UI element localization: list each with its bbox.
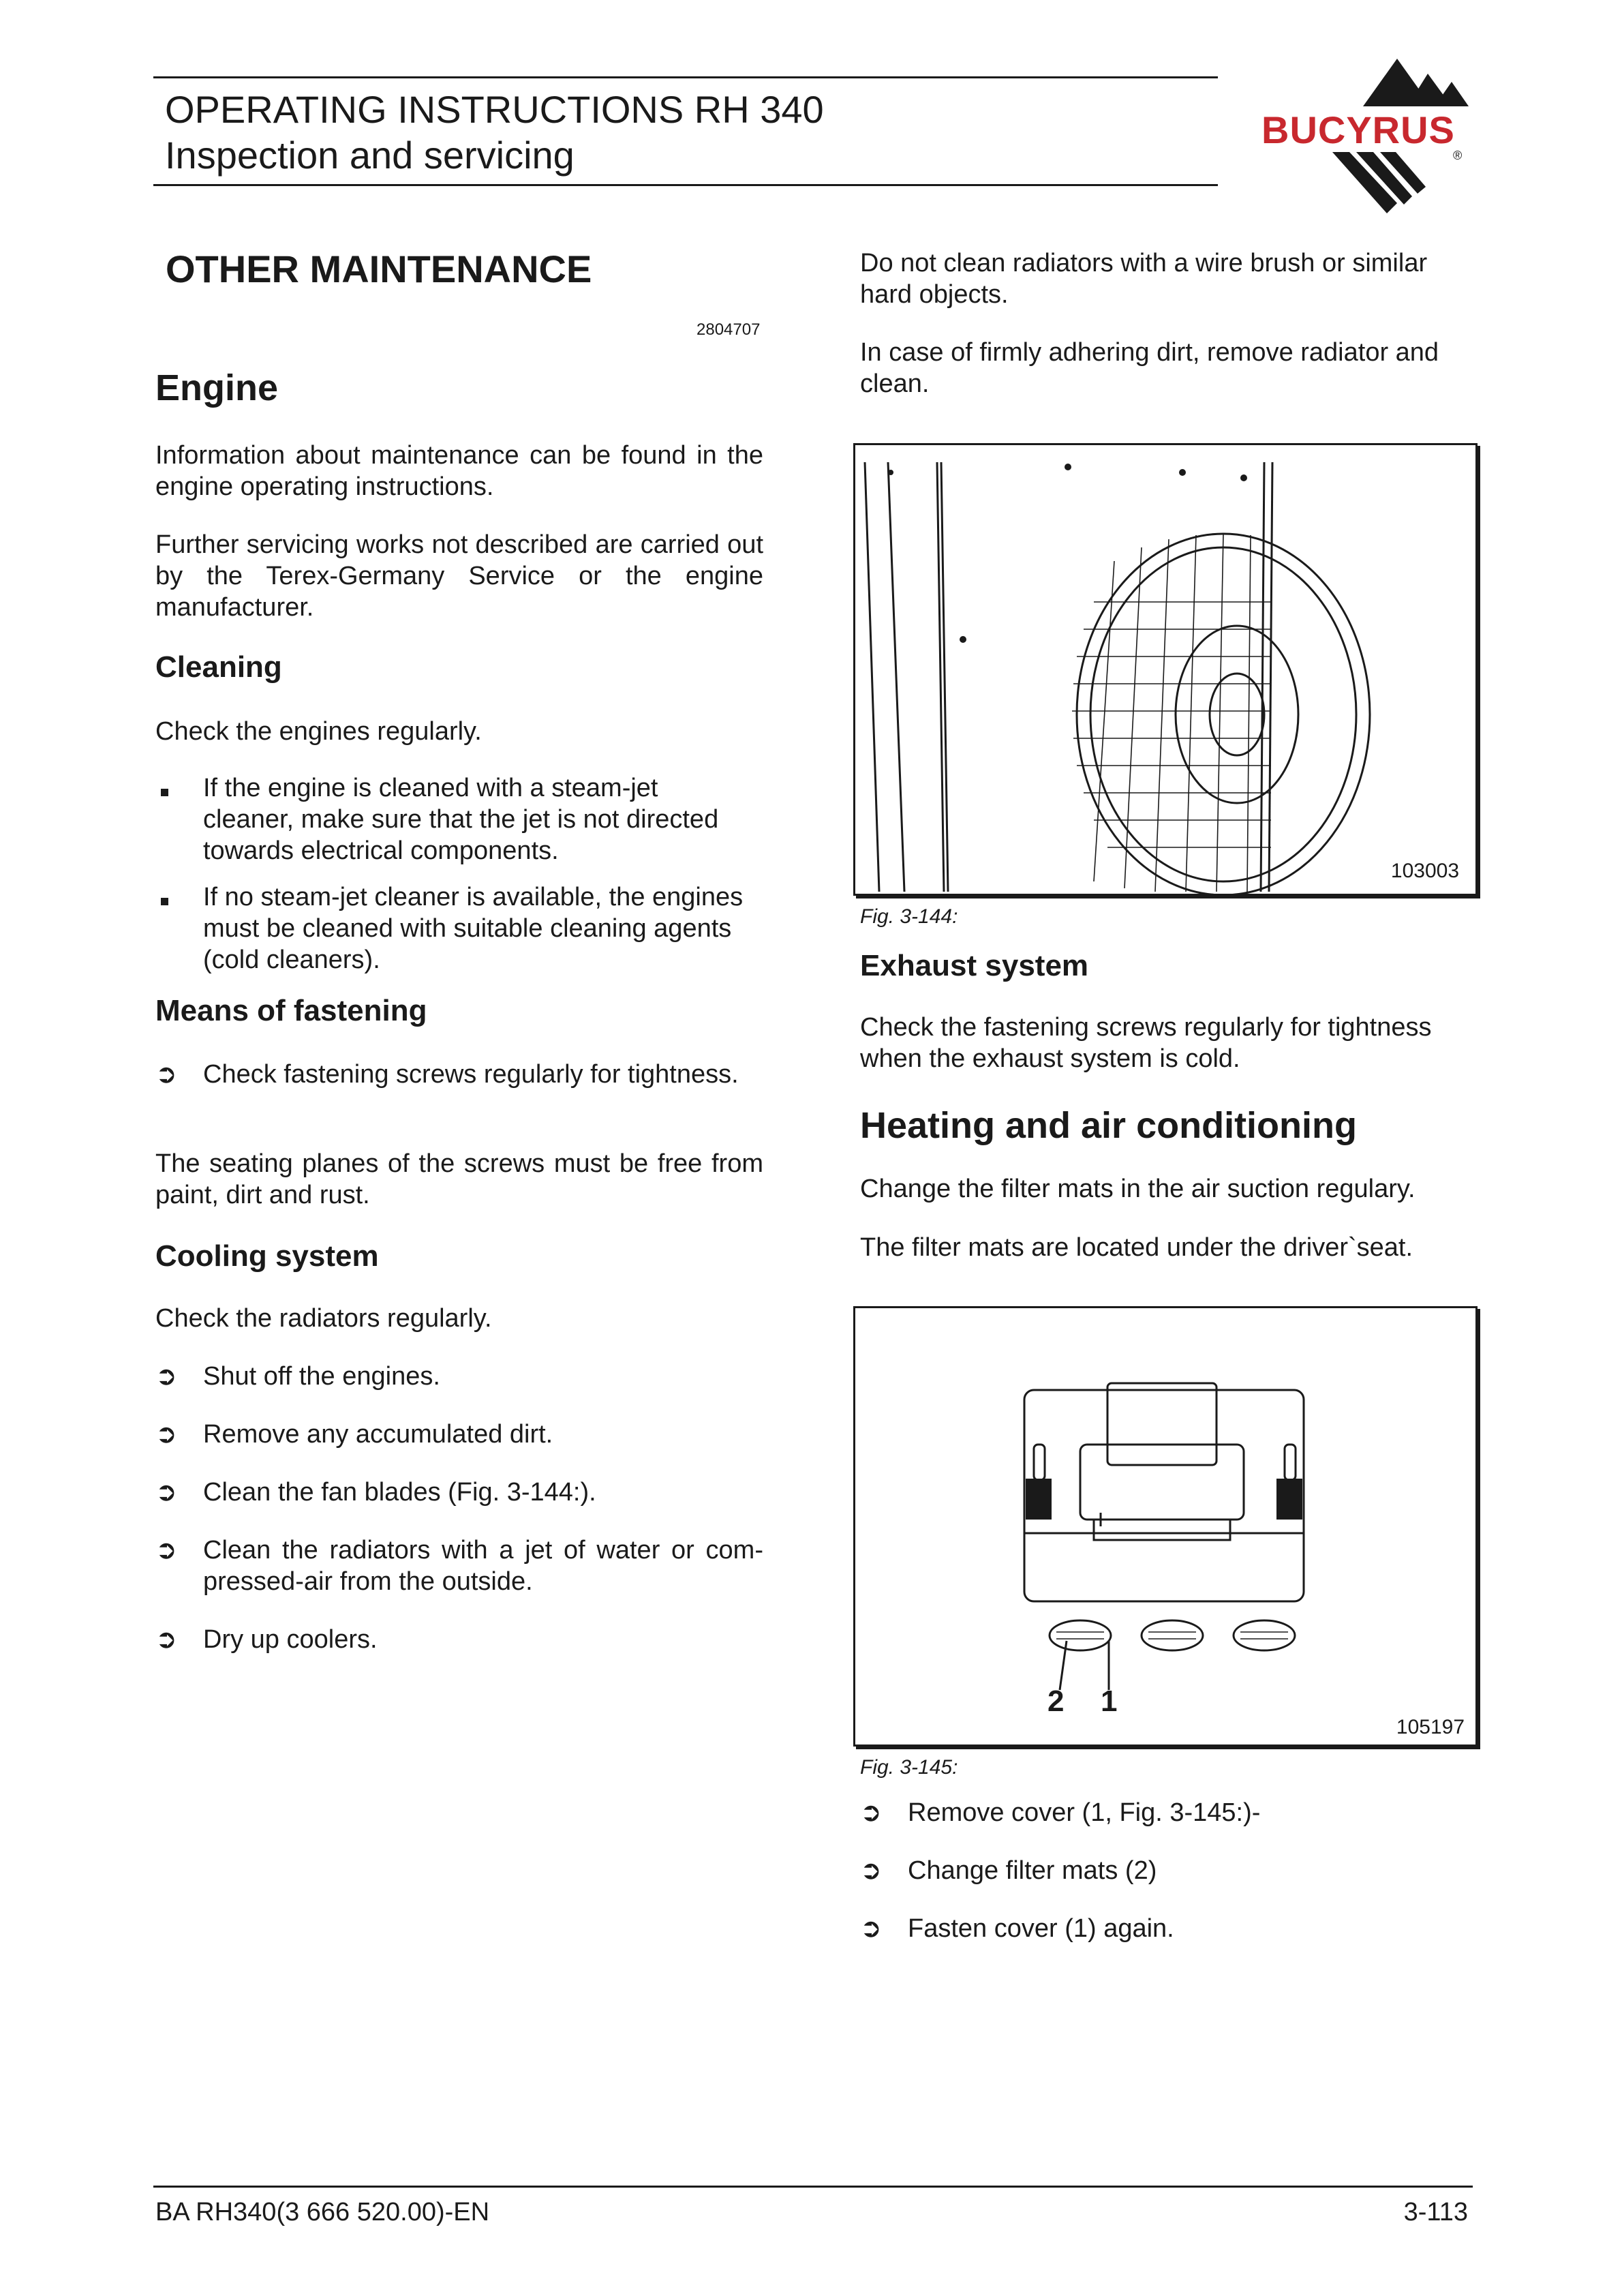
heating-heading: Heating and air conditioning	[860, 1105, 1357, 1146]
footer-document-id: BA RH340(3 666 520.00)-EN	[155, 2198, 490, 2226]
step-arrow-icon: ➲	[860, 1798, 882, 1827]
step-arrow-icon: ➲	[155, 1536, 177, 1565]
fan-radiator-drawing-icon	[855, 445, 1475, 894]
footer-page-number: 3-113	[1403, 2198, 1468, 2226]
list-item	[155, 1535, 763, 1597]
cleaning-paragraph: Check the engines regularly.	[155, 717, 482, 746]
step-arrow-icon: ➲	[155, 1478, 177, 1507]
engine-paragraph-2: Further servicing works not described are carried out by the Terex-Germany Service or the engine manufacturer.	[155, 530, 763, 622]
step-text: Check fastening screws regularly for tightness.	[203, 1060, 739, 1089]
list-item	[155, 881, 755, 976]
list-item	[860, 1913, 1473, 1944]
bullet-text: If the engine is cleaned with a steam-jet cleaner, make sure that the jet is not directed towards electrical components.	[203, 774, 719, 865]
header-top-rule	[153, 76, 1218, 78]
step-arrow-icon: ➲	[155, 1420, 177, 1449]
list-item	[860, 1855, 1473, 1886]
step-text: Fasten cover (1) again.	[908, 1914, 1174, 1943]
step-arrow-icon: ➲	[860, 1914, 882, 1943]
cooling-heading: Cooling system	[155, 1239, 379, 1273]
main-heading: OTHER MAINTENANCE	[166, 247, 592, 290]
cleaning-heading: Cleaning	[155, 650, 282, 684]
bullet-square-icon	[155, 772, 183, 804]
step-text: Clean the fan blades (Fig. 3-144:).	[203, 1478, 596, 1507]
footer-rule	[153, 2186, 1473, 2188]
callout-label-1: 1	[1101, 1685, 1118, 1718]
figure-id: 105197	[1396, 1716, 1465, 1738]
figure-id: 103003	[1390, 860, 1459, 882]
figure-caption: Fig. 3-144:	[860, 905, 958, 928]
figure-fan-radiator	[853, 443, 1478, 896]
bullet-square-icon	[155, 881, 183, 913]
header-subtitle: Inspection and servicing	[165, 134, 575, 177]
step-arrow-icon: ➲	[860, 1856, 882, 1885]
figure-seat-filter	[853, 1306, 1478, 1747]
doc-number: 2804707	[697, 320, 761, 339]
logo-registered-mark: ®	[1453, 149, 1463, 162]
bucyrus-logo	[1261, 53, 1520, 217]
list-item	[155, 772, 755, 866]
list-item	[155, 1624, 763, 1655]
list-item	[155, 1361, 763, 1392]
list-item	[860, 1797, 1473, 1828]
engine-paragraph-1: Information about maintenance can be found in the engine operating instructions.	[155, 441, 763, 501]
radiator-dirt-paragraph: In case of firmly adhering dirt, remove radiator and clean.	[860, 338, 1439, 398]
step-arrow-icon: ➲	[155, 1362, 177, 1391]
fastening-paragraph: The seating planes of the screws must be free from paint, dirt and rust.	[155, 1149, 763, 1209]
cooling-step-list	[155, 1361, 763, 1655]
heating-paragraph-2: The filter mats are located under the driver`seat.	[860, 1233, 1413, 1262]
step-text: Remove cover (1, Fig. 3-145:)-	[908, 1798, 1261, 1827]
figure-caption: Fig. 3-145:	[860, 1756, 958, 1779]
fastening-heading: Means of fastening	[155, 994, 427, 1027]
step-text: Change filter mats (2)	[908, 1856, 1157, 1885]
radiator-warning-paragraph: Do not clean radiators with a wire brush or similar hard objects.	[860, 249, 1428, 309]
step-text: Clean the radiators with a jet of water or compressed-air from the outside.	[203, 1536, 763, 1596]
step-text: Shut off the engines.	[203, 1362, 440, 1391]
seat-filter-drawing-icon	[855, 1308, 1475, 1744]
step-text: Dry up coolers.	[203, 1625, 378, 1654]
header-bottom-rule	[153, 184, 1218, 186]
logo-text: BUCYRUS	[1261, 108, 1455, 151]
step-arrow-icon: ➲	[155, 1060, 177, 1089]
fastening-step-list	[155, 1059, 763, 1090]
list-item	[155, 1059, 763, 1090]
cleaning-bullet-list	[155, 772, 755, 976]
list-item	[155, 1477, 763, 1508]
cooling-paragraph: Check the radiators regularly.	[155, 1304, 492, 1333]
filter-step-list	[860, 1797, 1473, 1944]
bullet-text: If no steam-jet cleaner is available, the engines must be cleaned with suitable cleaning agents (cold cleaners).	[203, 883, 744, 974]
callout-label-2: 2	[1047, 1685, 1065, 1718]
step-text: Remove any accumulated dirt.	[203, 1420, 553, 1449]
list-item	[155, 1419, 763, 1450]
exhaust-heading: Exhaust system	[860, 949, 1089, 982]
header-title: OPERATING INSTRUCTIONS RH 340	[165, 88, 824, 131]
engine-heading: Engine	[155, 367, 279, 408]
exhaust-paragraph: Check the fastening screws regularly for tightness when the exhaust system is cold.	[860, 1013, 1432, 1073]
heating-paragraph-1: Change the filter mats in the air suction regulary.	[860, 1175, 1416, 1203]
step-arrow-icon: ➲	[155, 1625, 177, 1654]
